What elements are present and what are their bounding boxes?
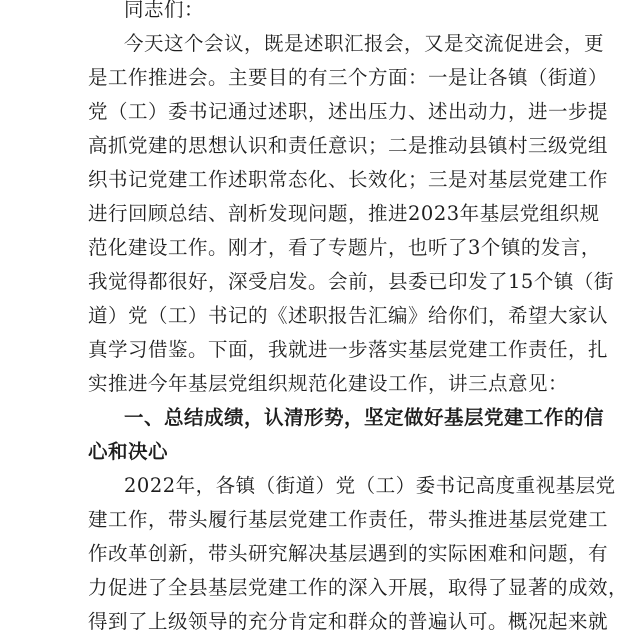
paragraph-line: 党（工）委书记通过述职，述出压力、述出动力，进一步提: [88, 100, 609, 123]
paragraph-line: 高抓党建的思想认识和责任意识；二是推动县镇村三级党组: [88, 134, 609, 157]
paragraph-line: 织书记党建工作述职常态化、长效化；三是对基层党建工作: [88, 168, 609, 191]
section-heading-line: 一、总结成绩，认清形势，坚定做好基层党建工作的信: [124, 406, 605, 429]
paragraph-line: 范化建设工作。刚才，看了专题片，也听了3个镇的发言，: [88, 236, 601, 259]
section-heading-line: 心和决心: [88, 440, 169, 463]
paragraph-line: 真学习借鉴。下面，我就进一步落实基层党建工作责任，扎: [88, 338, 609, 361]
paragraph-line: 2022年，各镇（街道）党（工）委书记高度重视基层党: [124, 474, 616, 497]
paragraph-line: 实推进今年基层党组织规范化建设工作，讲三点意见：: [88, 372, 569, 395]
paragraph-line: 道）党（工）书记的《述职报告汇编》给你们，希望大家认: [88, 304, 609, 327]
paragraph-line: 建工作，带头履行基层党建工作责任，带头推进基层党建工: [88, 508, 609, 531]
paragraph-line: 是工作推进会。主要目的有三个方面：一是让各镇（街道）: [88, 66, 609, 89]
paragraph-line: 得到了上级领导的充分肯定和群众的普遍认可。概况起来就: [88, 610, 609, 633]
paragraph-line: 力促进了全县基层党建工作的深入开展，取得了显著的成效，: [88, 576, 629, 599]
paragraph-line: 作改革创新，带头研究解决基层遇到的实际困难和问题，有: [88, 542, 609, 565]
paragraph-line: 我觉得都很好，深受启发。会前，县委已印发了15个镇（街: [88, 270, 614, 293]
paragraph-line: 进行回顾总结、剖析发现问题，推进2023年基层党组织规: [88, 202, 600, 225]
salutation-line: 同志们：: [124, 0, 205, 21]
paragraph-line: 今天这个会议，既是述职汇报会，又是交流促进会，更: [124, 32, 605, 55]
